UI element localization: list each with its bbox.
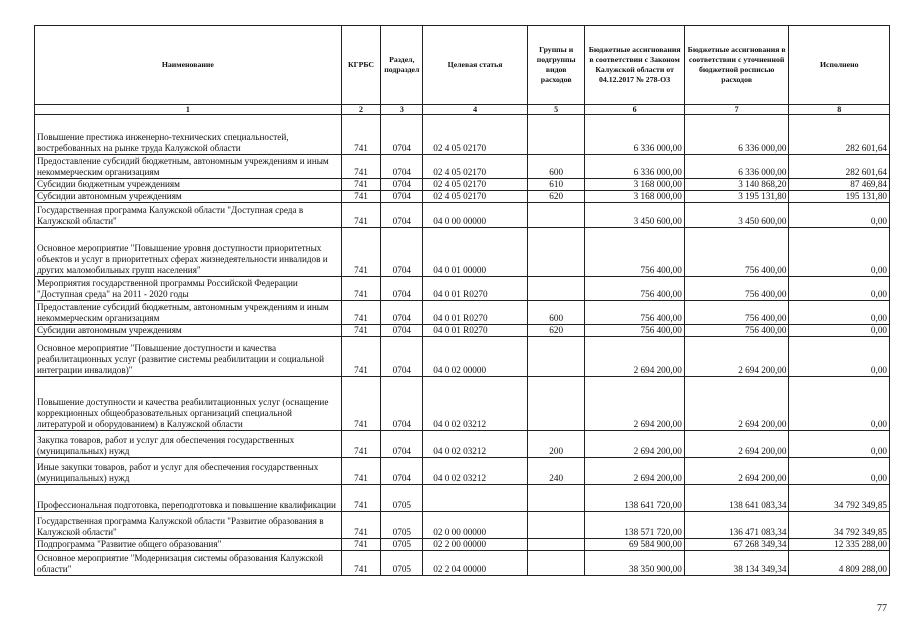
row-executed: 4 809 288,00 [789, 551, 890, 576]
row-budget-updated: 2 694 200,00 [684, 431, 789, 458]
table-row [35, 539, 890, 551]
row-executed: 34 792 349,85 [789, 512, 890, 539]
row-executed: 282 601,64 [789, 115, 890, 155]
header-razdel: Раздел, подраздел [381, 26, 423, 105]
row-razdel: 0704 [381, 458, 423, 485]
table-row [35, 228, 890, 277]
row-kgrbs: 741 [341, 431, 381, 458]
row-executed: 87 469,84 [789, 179, 890, 191]
row-group [527, 539, 585, 551]
row-kgrbs: 741 [341, 458, 381, 485]
row-name: Субсидии автономным учреждениям [35, 325, 342, 337]
row-budget-updated: 67 268 349,34 [684, 539, 789, 551]
row-razdel: 0704 [381, 337, 423, 377]
row-budget-law: 2 694 200,00 [585, 377, 684, 431]
row-budget-law: 6 336 000,00 [585, 115, 684, 155]
column-number: 4 [423, 105, 528, 115]
row-group [527, 228, 585, 277]
row-executed: 0,00 [789, 203, 890, 228]
row-razdel: 0704 [381, 431, 423, 458]
column-number: 2 [341, 105, 381, 115]
table-row [35, 377, 890, 431]
row-target: 02 4 05 02170 [423, 179, 528, 191]
row-group: 620 [527, 325, 585, 337]
row-group: 200 [527, 431, 585, 458]
page-number: 77 [877, 603, 887, 614]
row-name: Государственная программа Калужской области "Доступная среда в Калужской области" [35, 203, 342, 228]
table-row [35, 277, 890, 301]
row-razdel: 0704 [381, 115, 423, 155]
row-budget-updated: 6 336 000,00 [684, 155, 789, 179]
row-budget-updated: 3 195 131,80 [684, 191, 789, 203]
table-row [35, 431, 890, 458]
row-target: 04 0 02 03212 [423, 458, 528, 485]
row-name: Иные закупки товаров, работ и услуг для обеспечения государственных (муниципальных) нужд [35, 458, 342, 485]
row-name: Повышение престижа инженерно-технических специальностей, востребованных на рынке труда Калужской области [35, 115, 342, 155]
row-name: Государственная программа Калужской области "Развитие образования в Калужской области" [35, 512, 342, 539]
row-name: Субсидии автономным учреждениям [35, 191, 342, 203]
row-budget-law: 2 694 200,00 [585, 337, 684, 377]
row-kgrbs: 741 [341, 551, 381, 576]
row-target: 04 0 00 00000 [423, 203, 528, 228]
row-target: 04 0 01 R0270 [423, 277, 528, 301]
budget-table-sheet [34, 25, 890, 576]
row-budget-updated: 136 471 083,34 [684, 512, 789, 539]
row-group [527, 512, 585, 539]
row-name: Повышение доступности и качества реабилитационных услуг (оснащение коррекционных общеобразовательных организаций специальной литературой и оборудованием) в Калужской области [35, 377, 342, 431]
row-razdel: 0704 [381, 191, 423, 203]
row-target: 02 2 04 00000 [423, 551, 528, 576]
row-kgrbs: 741 [341, 228, 381, 277]
row-budget-updated: 756 400,00 [684, 277, 789, 301]
row-group: 240 [527, 458, 585, 485]
row-razdel: 0704 [381, 228, 423, 277]
row-executed: 34 792 349,85 [789, 485, 890, 512]
row-target: 02 4 05 02170 [423, 191, 528, 203]
column-number: 1 [35, 105, 342, 115]
row-group: 620 [527, 191, 585, 203]
row-group [527, 277, 585, 301]
row-group [527, 337, 585, 377]
row-kgrbs: 741 [341, 512, 381, 539]
table-row [35, 485, 890, 512]
row-budget-law: 756 400,00 [585, 325, 684, 337]
row-kgrbs: 741 [341, 203, 381, 228]
row-name: Предоставление субсидий бюджетным, автономным учреждениям и иным некоммерческим организациям [35, 155, 342, 179]
row-group [527, 485, 585, 512]
row-kgrbs: 741 [341, 191, 381, 203]
table-row [35, 301, 890, 325]
table-row [35, 337, 890, 377]
row-budget-updated: 756 400,00 [684, 301, 789, 325]
row-name: Подпрограмма "Развитие общего образования" [35, 539, 342, 551]
row-budget-law: 756 400,00 [585, 277, 684, 301]
row-budget-updated: 3 140 868,20 [684, 179, 789, 191]
header-budget-law: Бюджетные ассигнования в соответствии с Законом Калужской области от 04.12.2017 № 278-ОЗ [585, 26, 684, 105]
row-budget-updated: 138 641 083,34 [684, 485, 789, 512]
row-executed: 195 131,80 [789, 191, 890, 203]
row-name: Основное мероприятие "Модернизация системы образования Калужской области" [35, 551, 342, 576]
row-budget-law: 3 450 600,00 [585, 203, 684, 228]
row-target: 02 2 00 00000 [423, 539, 528, 551]
table-row [35, 191, 890, 203]
row-budget-updated: 756 400,00 [684, 325, 789, 337]
row-target: 04 0 02 03212 [423, 431, 528, 458]
row-budget-updated: 2 694 200,00 [684, 458, 789, 485]
row-razdel: 0704 [381, 203, 423, 228]
header-budget-updated: Бюджетные ассигнования в соответствии с уточненной бюджетной росписью расходов [684, 26, 789, 105]
row-kgrbs: 741 [341, 155, 381, 179]
header-executed: Исполнено [789, 26, 890, 105]
row-executed: 12 335 288,00 [789, 539, 890, 551]
row-budget-law: 3 168 000,00 [585, 179, 684, 191]
row-budget-law: 138 641 720,00 [585, 485, 684, 512]
row-kgrbs: 741 [341, 179, 381, 191]
row-kgrbs: 741 [341, 337, 381, 377]
row-razdel: 0705 [381, 539, 423, 551]
row-razdel: 0705 [381, 485, 423, 512]
row-name: Закупка товаров, работ и услуг для обеспечения государственных (муниципальных) нужд [35, 431, 342, 458]
row-executed: 0,00 [789, 337, 890, 377]
row-razdel: 0704 [381, 179, 423, 191]
row-target [423, 485, 528, 512]
row-kgrbs: 741 [341, 485, 381, 512]
row-executed: 0,00 [789, 431, 890, 458]
row-budget-updated: 756 400,00 [684, 228, 789, 277]
row-group [527, 203, 585, 228]
row-target: 04 0 01 R0270 [423, 301, 528, 325]
row-kgrbs: 741 [341, 539, 381, 551]
row-executed: 0,00 [789, 301, 890, 325]
row-group: 600 [527, 301, 585, 325]
row-razdel: 0704 [381, 325, 423, 337]
row-group [527, 115, 585, 155]
row-budget-law: 6 336 000,00 [585, 155, 684, 179]
row-target: 04 0 02 00000 [423, 337, 528, 377]
column-number: 6 [585, 105, 684, 115]
row-executed: 0,00 [789, 277, 890, 301]
row-target: 02 4 05 02170 [423, 155, 528, 179]
row-group [527, 551, 585, 576]
row-budget-law: 2 694 200,00 [585, 431, 684, 458]
row-razdel: 0704 [381, 301, 423, 325]
table-body [35, 115, 890, 576]
row-target: 04 0 01 00000 [423, 228, 528, 277]
row-name: Основное мероприятие "Повышение доступности и качества реабилитационных услуг (развитие системы реабилитации и социальной интеграции инвалидов)" [35, 337, 342, 377]
table-row [35, 115, 890, 155]
row-budget-updated: 2 694 200,00 [684, 377, 789, 431]
header-groups: Группы и подгруппы видов расходов [527, 26, 585, 105]
header-row [35, 26, 890, 105]
table-row [35, 551, 890, 576]
row-name: Основное мероприятие "Повышение уровня доступности приоритетных объектов и услуг в приоритетных сферах жизнедеятельности инвалидов и других маломобильных групп населения" [35, 228, 342, 277]
row-executed: 0,00 [789, 458, 890, 485]
row-target: 02 4 05 02170 [423, 115, 528, 155]
table-row [35, 325, 890, 337]
header-target: Целевая статья [423, 26, 528, 105]
row-group: 610 [527, 179, 585, 191]
row-razdel: 0704 [381, 377, 423, 431]
column-number: 3 [381, 105, 423, 115]
column-number: 7 [684, 105, 789, 115]
row-budget-updated: 2 694 200,00 [684, 337, 789, 377]
header-kgrbs: КГРБС [341, 26, 381, 105]
row-kgrbs: 741 [341, 301, 381, 325]
row-group: 600 [527, 155, 585, 179]
header-name: Наименование [35, 26, 342, 105]
row-budget-law: 2 694 200,00 [585, 458, 684, 485]
row-executed: 0,00 [789, 377, 890, 431]
row-name: Предоставление субсидий бюджетным, автономным учреждениям и иным некоммерческим организациям [35, 301, 342, 325]
column-number-row [35, 105, 890, 115]
row-budget-law: 3 168 000,00 [585, 191, 684, 203]
row-target: 02 0 00 00000 [423, 512, 528, 539]
table-row [35, 155, 890, 179]
table-row [35, 458, 890, 485]
row-executed: 0,00 [789, 325, 890, 337]
row-budget-law: 756 400,00 [585, 301, 684, 325]
row-razdel: 0704 [381, 277, 423, 301]
row-executed: 0,00 [789, 228, 890, 277]
row-budget-updated: 3 450 600,00 [684, 203, 789, 228]
row-kgrbs: 741 [341, 115, 381, 155]
row-executed: 282 601,64 [789, 155, 890, 179]
row-name: Профессиональная подготовка, переподготовка и повышение квалификации [35, 485, 342, 512]
row-name: Мероприятия государственной программы Российской Федерации "Доступная среда" на 2011 - 2020 годы [35, 277, 342, 301]
row-kgrbs: 741 [341, 377, 381, 431]
row-budget-law: 69 584 900,00 [585, 539, 684, 551]
row-budget-law: 38 350 900,00 [585, 551, 684, 576]
row-name: Субсидии бюджетным учреждениям [35, 179, 342, 191]
table-row [35, 179, 890, 191]
table-row [35, 512, 890, 539]
row-razdel: 0705 [381, 551, 423, 576]
row-razdel: 0704 [381, 155, 423, 179]
row-target: 04 0 02 03212 [423, 377, 528, 431]
row-budget-updated: 38 134 349,34 [684, 551, 789, 576]
column-number: 5 [527, 105, 585, 115]
row-budget-updated: 6 336 000,00 [684, 115, 789, 155]
row-kgrbs: 741 [341, 325, 381, 337]
budget-table [34, 25, 890, 576]
table-row [35, 203, 890, 228]
row-target: 04 0 01 R0270 [423, 325, 528, 337]
row-group [527, 377, 585, 431]
column-number: 8 [789, 105, 890, 115]
row-budget-law: 138 571 720,00 [585, 512, 684, 539]
row-razdel: 0705 [381, 512, 423, 539]
row-budget-law: 756 400,00 [585, 228, 684, 277]
row-kgrbs: 741 [341, 277, 381, 301]
